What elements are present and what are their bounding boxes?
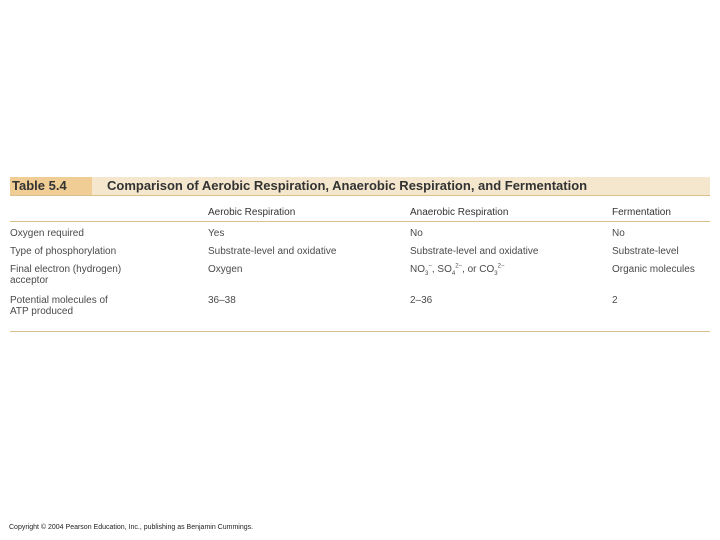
row-label-atp-produced	[10, 295, 108, 317]
cell-fermentation-oxygen-required: No	[612, 228, 625, 239]
copyright-notice: Copyright © 2004 Pearson Education, Inc., publishing as Benjamin Cummings.	[9, 524, 254, 531]
cell-fermentation-final-acceptor: Organic molecules	[612, 264, 695, 275]
row-label-phosphorylation: Type of phosphorylation	[10, 246, 117, 257]
cell-aerobic-phosphorylation: Substrate-level and oxidative	[208, 246, 337, 257]
formula-superscript: −	[428, 263, 432, 270]
table-top-rule	[10, 195, 710, 196]
formula-no: NO	[410, 264, 425, 275]
cell-aerobic-final-acceptor: Oxygen	[208, 264, 243, 275]
table-number-label	[10, 177, 92, 195]
cell-anaerobic-phosphorylation: Substrate-level and oxidative	[410, 246, 539, 257]
formula-separator: , or CO	[462, 264, 495, 275]
column-header-aerobic: Aerobic Respiration	[208, 207, 296, 218]
cell-aerobic-atp-produced: 36–38	[208, 295, 236, 306]
cell-anaerobic-atp-produced: 2–36	[410, 295, 433, 306]
column-header-anaerobic: Anaerobic Respiration	[410, 207, 509, 218]
table-header-rule	[10, 221, 710, 222]
formula-separator: , SO	[431, 264, 452, 275]
row-label-line: ATP produced	[10, 306, 74, 317]
row-label-line: acceptor	[10, 275, 49, 286]
column-header-fermentation: Fermentation	[612, 207, 671, 218]
row-label-final-acceptor	[10, 264, 121, 286]
cell-aerobic-oxygen-required: Yes	[208, 228, 225, 239]
cell-anaerobic-oxygen-required: No	[410, 228, 423, 239]
formula-superscript: 2−	[455, 263, 463, 270]
row-label-line: Final electron (hydrogen)	[10, 264, 122, 275]
formula-subscript: 4	[451, 271, 456, 277]
table-number-text: Table 5.4	[12, 178, 67, 193]
row-label-oxygen-required: Oxygen required	[10, 228, 84, 239]
table-bottom-rule	[10, 331, 710, 332]
cell-anaerobic-final-acceptor	[410, 264, 504, 275]
table-title: Comparison of Aerobic Respiration, Anaerobic Respiration, and Fermentation	[107, 178, 588, 193]
formula-subscript: 3	[425, 271, 429, 277]
formula-subscript: 3	[494, 271, 498, 277]
cell-fermentation-phosphorylation: Substrate-level	[612, 246, 679, 257]
formula-superscript: 2−	[497, 263, 505, 270]
row-label-line: Potential molecules of	[10, 295, 108, 306]
cell-fermentation-atp-produced: 2	[612, 295, 618, 306]
